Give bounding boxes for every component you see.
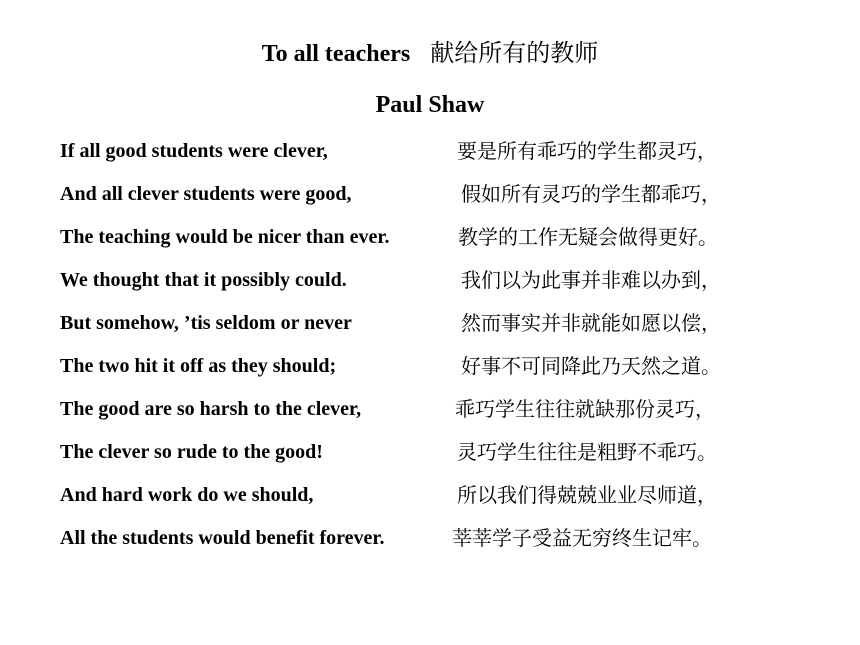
poem-line-en: And hard work do we should, — [60, 484, 314, 506]
poem-line-en: The good are so harsh to the clever, — [60, 398, 362, 420]
poem-line-en: All the students would benefit forever. — [60, 527, 385, 549]
poem-title — [0, 36, 860, 71]
poem-line-zh: 教学的工作无疑会做得更好。 — [458, 225, 718, 249]
poem-line-zh: 好事不可同降此乃天然之道。 — [461, 354, 721, 378]
poem-line-zh: 莘莘学子受益无穷终生记牢。 — [452, 526, 712, 550]
poem-line-zh: 乖巧学生往往就缺那份灵巧， — [455, 397, 715, 421]
poem-line-zh: 我们以为此事并非难以办到， — [461, 268, 721, 292]
poem-line-en: The teaching would be nicer than ever. — [60, 226, 390, 248]
poem-line-en: The clever so rude to the good! — [60, 441, 323, 463]
poem-title-zh: 献给所有的教师 — [430, 39, 599, 67]
poem-line-zh: 所以我们得兢兢业业尽师道， — [457, 483, 717, 507]
poem-author: Paul Shaw — [375, 92, 485, 118]
poem-line-zh: 灵巧学生往往是粗野不乖巧。 — [457, 440, 717, 464]
poem-line-en: If all good students were clever, — [60, 140, 328, 162]
poem-line-zh: 然而事实并非就能如愿以偿， — [461, 311, 721, 335]
poem-title-en: To all teachers — [261, 41, 411, 67]
poem-line-en: The two hit it off as they should; — [60, 355, 337, 377]
poem-line-en: And all clever students were good, — [60, 183, 352, 205]
poem-line-en: We thought that it possibly could. — [60, 269, 347, 291]
poem-line-zh: 要是所有乖巧的学生都灵巧， — [457, 139, 717, 163]
poem-line-en: But somehow, ’tis seldom or never — [60, 312, 352, 334]
poem-line-zh: 假如所有灵巧的学生都乖巧， — [461, 182, 721, 206]
